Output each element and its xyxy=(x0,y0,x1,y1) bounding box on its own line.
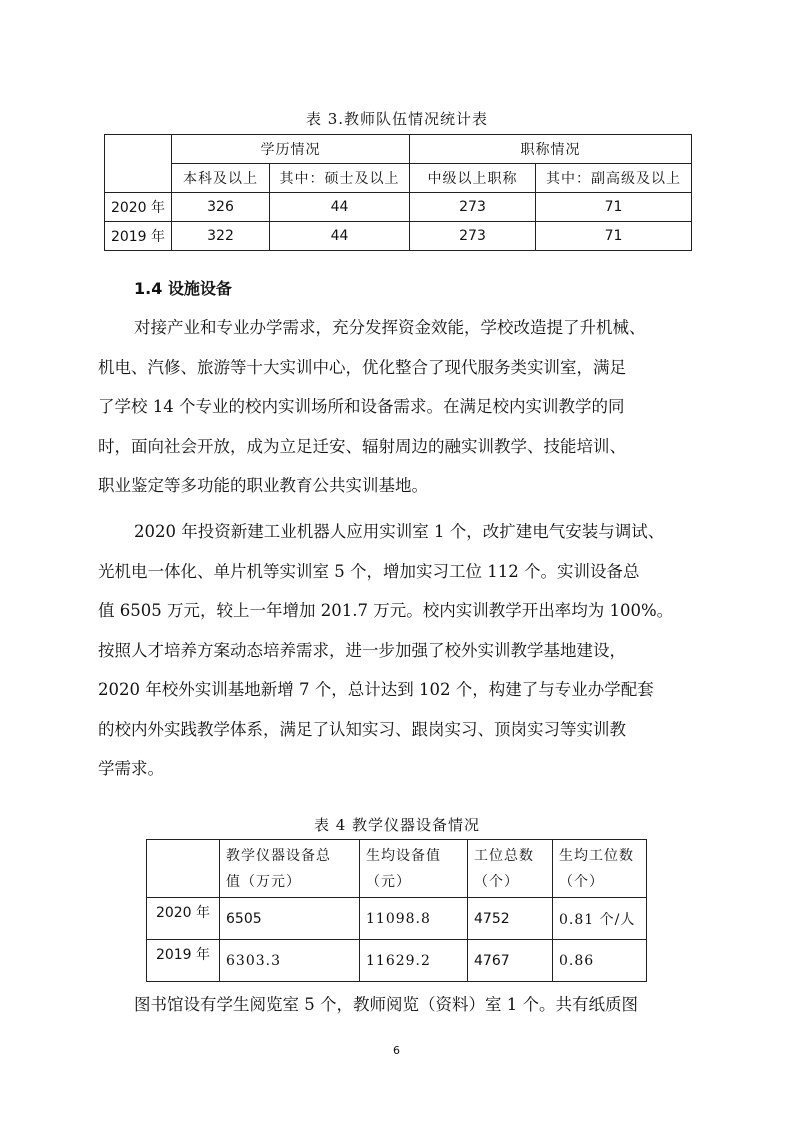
header-line: （元） xyxy=(366,873,411,890)
per-student-value-cell: 11629.2 xyxy=(360,940,468,982)
equipment-table xyxy=(146,839,647,982)
paragraph-line: 学需求。 xyxy=(98,759,164,778)
master-cell: 44 xyxy=(270,193,410,222)
stations-header xyxy=(468,840,553,898)
library-paragraph xyxy=(98,985,696,1025)
paragraph-line: 值 6505 万元，较上一年增加 201.7 万元。校内实训教学开出率均为 100%。 xyxy=(98,601,674,620)
table-row xyxy=(147,898,647,940)
paragraph-line: 2020 年投资新建工业机器人应用实训室 1 个，改扩建电气安装与调试、 xyxy=(134,522,665,541)
table-subheader-row xyxy=(105,164,692,193)
year-cell: 2019 年 xyxy=(105,222,172,251)
header-line: （个） xyxy=(474,873,519,890)
bachelor-cell: 322 xyxy=(172,222,270,251)
year-cell: 2019 年 xyxy=(147,940,220,982)
title-group-header: 职称情况 xyxy=(410,135,692,164)
total-value-header xyxy=(220,840,360,898)
senior-cell: 71 xyxy=(536,193,692,222)
stations-cell: 4752 xyxy=(468,898,553,940)
table-corner-cell xyxy=(147,840,220,898)
intermediate-cell: 273 xyxy=(410,222,536,251)
table-row xyxy=(105,222,692,251)
table-corner-cell xyxy=(105,135,172,193)
per-student-stations-header xyxy=(553,840,647,898)
paragraph-line: 2020 年校外实训基地新增 7 个，总计达到 102 个，构建了与专业办学配套 xyxy=(98,680,654,699)
table-row xyxy=(105,193,692,222)
stations-cell: 4767 xyxy=(468,940,553,982)
header-line: 教学仪器设备总 xyxy=(226,847,331,864)
per-student-stations-cell: 0.81 个/人 xyxy=(553,898,647,940)
year-cell: 2020 年 xyxy=(105,193,172,222)
senior-cell: 71 xyxy=(536,222,692,251)
education-group-header: 学历情况 xyxy=(172,135,410,164)
teacher-statistics-table xyxy=(104,134,692,251)
facility-paragraph xyxy=(98,308,696,506)
per-student-value-header xyxy=(360,840,468,898)
bachelor-cell: 326 xyxy=(172,193,270,222)
header-line: 生均设备值 xyxy=(366,847,441,864)
total-value-cell: 6505 xyxy=(220,898,360,940)
header-line: （个） xyxy=(559,873,604,890)
header-line: 值（万元） xyxy=(226,873,301,890)
investment-paragraph xyxy=(98,512,696,789)
table3-caption: 表 3.教师队伍情况统计表 xyxy=(305,110,489,128)
paragraph-line: 图书馆设有学生阅览室 5 个，教师阅览（资料）室 1 个。共有纸质图 xyxy=(134,995,638,1014)
intermediate-cell: 273 xyxy=(410,193,536,222)
year-cell: 2020 年 xyxy=(147,898,220,940)
header-line: 生均工位数 xyxy=(559,847,634,864)
master-cell: 44 xyxy=(270,222,410,251)
table4-caption: 表 4 教学仪器设备情况 xyxy=(313,816,481,834)
paragraph-line: 光机电一体化、单片机等实训室 5 个，增加实习工位 112 个。实训设备总 xyxy=(98,561,640,581)
per-student-stations-cell: 0.86 xyxy=(553,940,647,982)
paragraph-line: 机电、汽修、旅游等十大实训中心，优化整合了现代服务类实训室，满足 xyxy=(98,357,626,377)
intermediate-header: 中级以上职称 xyxy=(410,164,536,193)
paragraph-line: 时，面向社会开放，成为立足迁安、辐射周边的融实训教学、技能培训、 xyxy=(98,436,626,456)
page-number: 6 xyxy=(393,1044,400,1057)
senior-header: 其中：副高级及以上 xyxy=(536,164,692,193)
table-header-row xyxy=(147,840,647,898)
paragraph-line: 了学校 14 个专业的校内实训场所和设备需求。在满足校内实训教学的同 xyxy=(98,397,625,416)
header-line: 工位总数 xyxy=(474,847,534,864)
section-heading: 1.4 设施设备 xyxy=(134,279,232,298)
master-header: 其中：硕士及以上 xyxy=(270,164,410,193)
paragraph-line: 按照人才培养方案动态培养需求，进一步加强了校外实训教学基地建设， xyxy=(98,640,626,660)
table-header-row xyxy=(105,135,692,164)
paragraph-line: 对接产业和专业办学需求，充分发挥资金效能，学校改造提了升机械、 xyxy=(134,318,646,337)
total-value-cell: 6303.3 xyxy=(220,940,360,982)
paragraph-line: 职业鉴定等多功能的职业教育公共实训基地。 xyxy=(98,476,428,495)
table-row xyxy=(147,940,647,982)
bachelor-header: 本科及以上 xyxy=(172,164,270,193)
per-student-value-cell: 11098.8 xyxy=(360,898,468,940)
paragraph-line: 的校内外实践教学体系，满足了认知实习、跟岗实习、顶岗实习等实训教 xyxy=(98,719,626,739)
